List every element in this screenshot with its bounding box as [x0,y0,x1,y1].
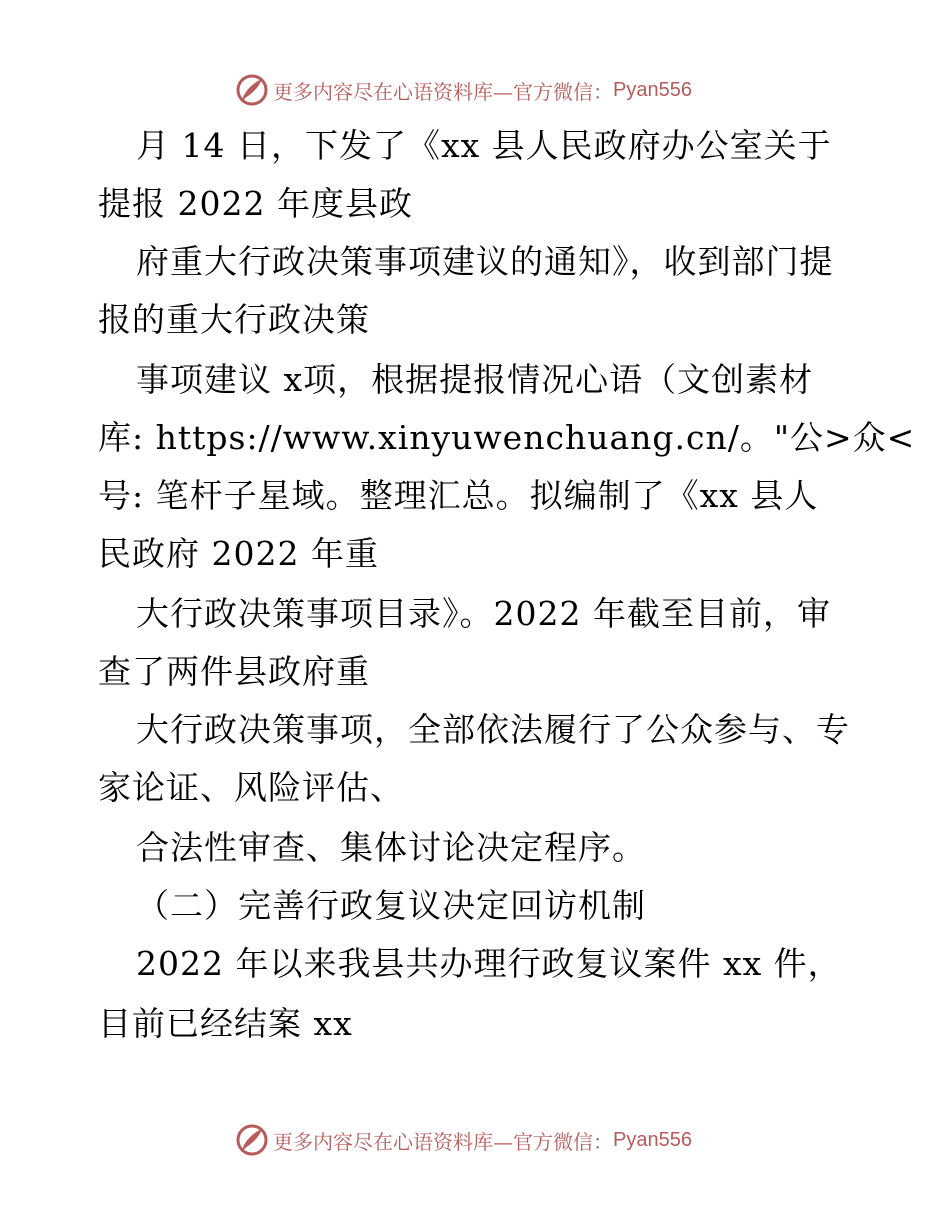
section-heading: （二）完善行政复议决定回访机制 [136,886,646,925]
body-line: 合法性审查、集体讨论决定程序。 [136,828,646,867]
banner-wechat-id: Pyan556 [613,1128,692,1151]
body-line: 报的重大行政决策 [98,300,370,339]
body-line: 家论证、风险评估、 [98,768,404,807]
banner-text: 更多内容尽在心语资料库—官方微信： [273,79,613,104]
body-line: 查了两件县政府重 [98,652,370,691]
body-line: 库: https://www.xinyuwenchuang.cn/。"公>众< [98,418,916,457]
body-line: 2022 年以来我县共办理行政复议案件 xx 件， [136,944,842,983]
body-line: 事项建议 x项，根据提报情况心语（文创素材 [136,360,814,399]
banner-wechat-id: Pyan556 [613,78,692,101]
banner-text: 更多内容尽在心语资料库—官方微信： [273,1129,613,1154]
quill-logo-icon [235,1123,269,1157]
body-line: 号: 笔杆子星域。整理汇总。拟编制了《xx 县人 [98,476,819,515]
body-line: 月 14 日，下发了《xx 县人民政府办公室关于 [136,126,832,165]
header-watermark-banner [0,70,950,110]
body-line: 大行政决策事项目录》。2022 年截至目前，审 [136,594,831,633]
body-line: 大行政决策事项，全部依法履行了公众参与、专 [136,710,850,749]
footer-watermark-banner [0,1120,950,1160]
quill-logo-icon [235,73,269,107]
body-line: 府重大行政决策事项建议的通知》，收到部门提 [136,242,834,281]
body-line: 民政府 2022 年重 [98,534,379,573]
body-line: 提报 2022 年度县政 [98,184,413,223]
body-line: 目前已经结案 xx [98,1004,353,1043]
